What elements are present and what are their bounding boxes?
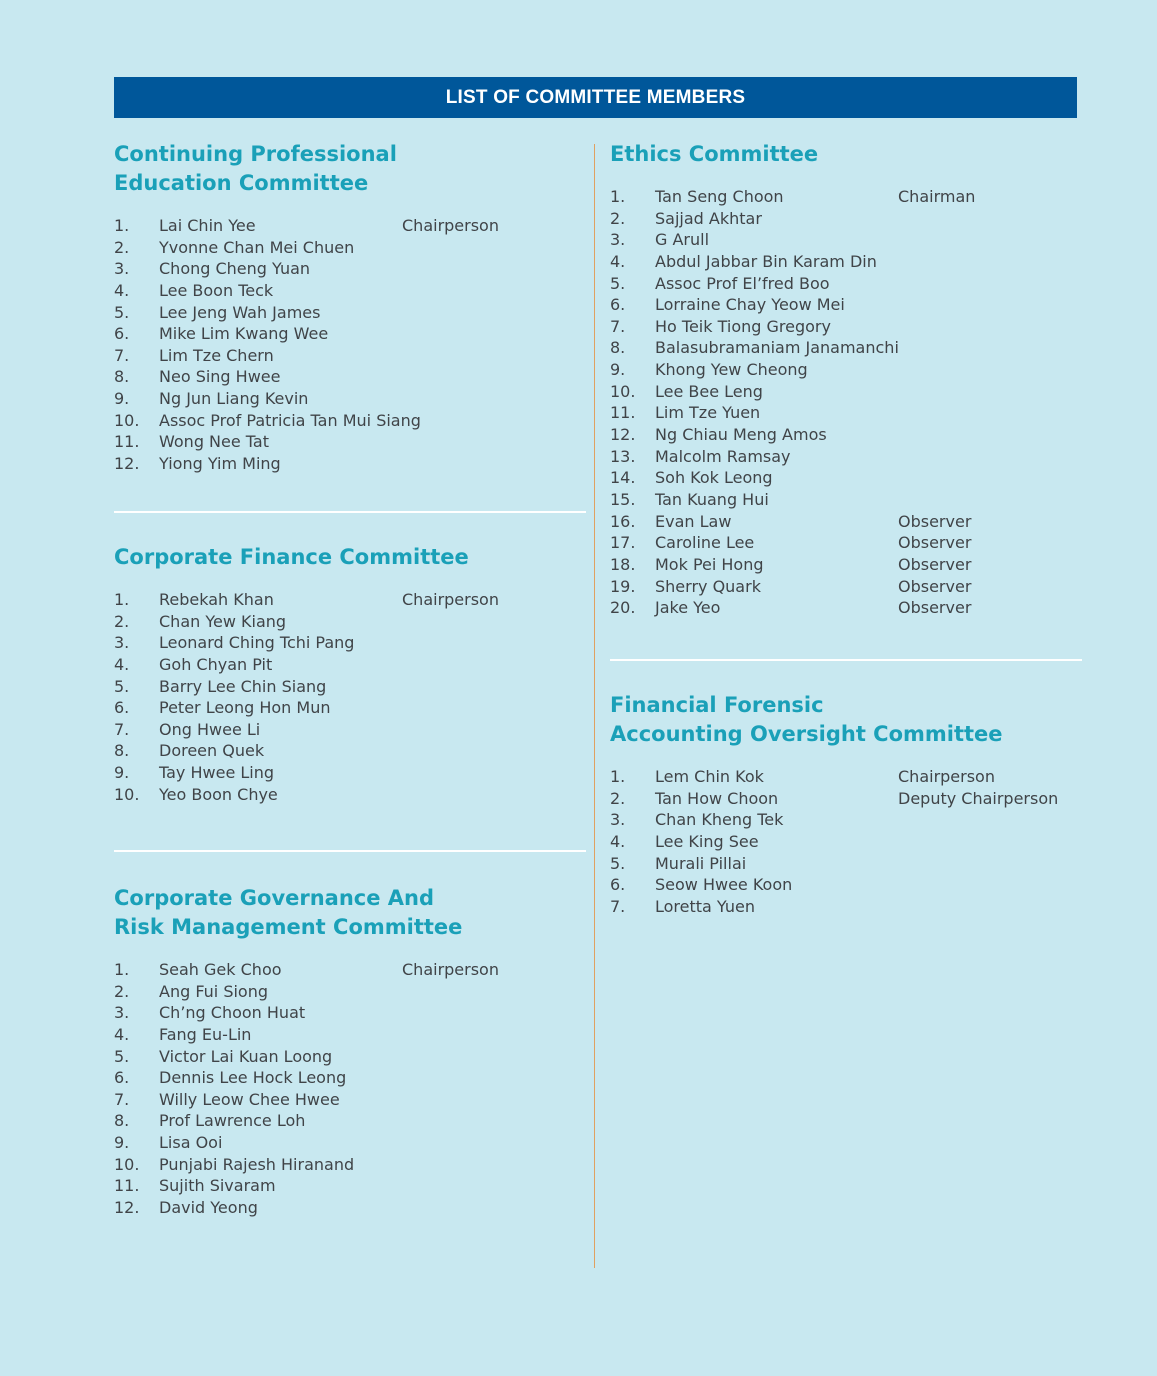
member-name: Mike Lim Kwang Wee [159, 324, 329, 344]
member-row [114, 215, 586, 237]
member-number: 8. [114, 741, 130, 761]
member-name: Murali Pillai [655, 853, 747, 873]
member-role: Observer [898, 554, 972, 574]
member-name: Lee Bee Leng [655, 381, 763, 401]
member-number: 7. [610, 896, 626, 916]
member-name: Yeo Boon Chye [159, 784, 278, 804]
member-row [610, 446, 1082, 468]
member-number: 7. [114, 719, 130, 739]
member-number: 12. [114, 454, 140, 474]
member-number: 6. [610, 875, 626, 895]
member-role: Deputy Chairperson [898, 788, 1059, 808]
member-row [114, 654, 586, 676]
member-number: 6. [114, 698, 130, 718]
member-name: Ng Chiau Meng Amos [655, 425, 827, 445]
section-divider [114, 511, 586, 513]
member-row [114, 697, 586, 719]
member-row [114, 1002, 586, 1024]
member-number: 9. [610, 360, 626, 380]
member-role: Chairperson [402, 960, 499, 979]
member-number: 3. [114, 1003, 130, 1023]
member-name: Chan Kheng Tek [655, 810, 784, 830]
member-number: 5. [610, 273, 626, 293]
member-name: Seow Hwee Koon [655, 875, 793, 895]
member-name: Dennis Lee Hock Leong [159, 1068, 347, 1088]
member-name: Prof Lawrence Loh [159, 1111, 306, 1131]
member-row [114, 323, 586, 345]
member-number: 14. [610, 468, 636, 488]
member-number: 1. [610, 767, 626, 786]
member-row [114, 740, 586, 762]
member-name: Rebekah Khan [159, 590, 274, 609]
member-number: 4. [610, 251, 626, 271]
member-number: 3. [610, 230, 626, 250]
member-row [610, 766, 1082, 788]
member-name: Wong Nee Tat [159, 432, 269, 452]
member-row [610, 554, 1082, 576]
member-number: 9. [114, 389, 130, 409]
member-row [610, 489, 1082, 511]
member-name: G Arull [655, 230, 710, 250]
committee-title-line1: Continuing Professional [114, 142, 397, 166]
member-name: Peter Leong Hon Mun [159, 698, 331, 718]
member-number: 11. [610, 403, 636, 423]
member-number: 4. [114, 1024, 130, 1044]
member-row [610, 511, 1082, 533]
member-row [114, 1067, 586, 1089]
member-number: 2. [114, 237, 130, 257]
member-name: Willy Leow Chee Hwee [159, 1089, 340, 1109]
member-number: 3. [610, 810, 626, 830]
member-list [114, 959, 586, 1219]
member-row [114, 410, 586, 432]
member-row [114, 1089, 586, 1111]
member-row [610, 576, 1082, 598]
member-name: Loretta Yuen [655, 896, 755, 916]
member-number: 6. [610, 295, 626, 315]
committee-cpe [114, 140, 586, 488]
member-row [610, 316, 1082, 338]
member-number: 15. [610, 489, 636, 509]
member-row [610, 359, 1082, 381]
member-number: 4. [610, 831, 626, 851]
member-number: 2. [114, 611, 130, 631]
member-number: 6. [114, 1068, 130, 1088]
member-row [610, 788, 1082, 810]
member-row [114, 1024, 586, 1046]
member-row [114, 1110, 586, 1132]
member-row [114, 959, 586, 981]
member-row [114, 388, 586, 410]
section-divider [114, 850, 586, 852]
member-row [610, 874, 1082, 896]
member-row [610, 402, 1082, 424]
member-row [114, 719, 586, 741]
committee-corporate-finance [114, 543, 586, 847]
member-role: Chairperson [402, 590, 499, 609]
member-name: Ho Teik Tiong Gregory [655, 316, 831, 336]
committee-title [610, 691, 1082, 749]
member-row [610, 251, 1082, 273]
member-name: Tan Seng Choon [655, 187, 784, 206]
member-number: 6. [114, 324, 130, 344]
member-row [610, 809, 1082, 831]
member-name: Sajjad Akhtar [655, 208, 762, 228]
committee-title [114, 140, 586, 198]
member-name: Lim Tze Chern [159, 345, 274, 365]
committee-title [114, 884, 586, 942]
member-name: Lorraine Chay Yeow Mei [655, 295, 845, 315]
committee-title [610, 140, 1082, 169]
member-number: 8. [610, 338, 626, 358]
member-name: Chan Yew Kiang [159, 611, 287, 631]
column-divider [594, 144, 595, 1268]
committee-title-line1: Financial Forensic [610, 693, 824, 717]
member-number: 2. [114, 981, 130, 1001]
member-number: 1. [114, 216, 130, 235]
member-name: Leonard Ching Tchi Pang [159, 633, 355, 653]
member-name: Yvonne Chan Mei Chuen [159, 237, 355, 257]
member-name: Lai Chin Yee [159, 216, 256, 235]
member-role: Observer [898, 511, 972, 531]
committee-title-line2: Education Committee [114, 171, 369, 195]
member-row [610, 853, 1082, 875]
committee-title-line2: Accounting Oversight Committee [610, 722, 1003, 746]
member-number: 4. [114, 280, 130, 300]
member-row [610, 273, 1082, 295]
member-row [610, 229, 1082, 251]
member-name: Seah Gek Choo [159, 960, 282, 979]
member-number: 1. [114, 960, 130, 979]
member-number: 9. [114, 1133, 130, 1153]
member-number: 12. [114, 1198, 140, 1218]
member-list [610, 186, 1082, 619]
committee-financial-forensic [610, 691, 1082, 917]
member-number: 10. [610, 381, 636, 401]
member-role: Observer [898, 576, 972, 596]
member-number: 3. [114, 259, 130, 279]
member-number: 10. [114, 410, 140, 430]
committee-title-line1: Corporate Governance And [114, 886, 435, 910]
member-row [610, 532, 1082, 554]
member-name: Yiong Yim Ming [159, 454, 281, 474]
member-list [610, 766, 1082, 917]
member-row [114, 676, 586, 698]
member-name: Ng Jun Liang Kevin [159, 389, 309, 409]
member-name: Barry Lee Chin Siang [159, 676, 327, 696]
member-number: 7. [114, 1089, 130, 1109]
member-role: Chairperson [402, 216, 499, 235]
member-name: Ong Hwee Li [159, 719, 261, 739]
member-name: Assoc Prof El’fred Boo [655, 273, 830, 293]
section-divider [610, 659, 1082, 661]
member-row [114, 431, 586, 453]
member-name: Caroline Lee [655, 533, 755, 553]
member-row [114, 302, 586, 324]
member-row [610, 381, 1082, 403]
member-number: 19. [610, 576, 636, 596]
member-role: Chairperson [898, 767, 995, 786]
member-number: 10. [114, 1154, 140, 1174]
committee-title-line2: Risk Management Committee [114, 915, 463, 939]
member-row [114, 981, 586, 1003]
member-number: 11. [114, 432, 140, 452]
member-number: 2. [610, 788, 626, 808]
member-name: Balasubramaniam Janamanchi [655, 338, 899, 358]
member-name: Tan Kuang Hui [655, 489, 769, 509]
member-name: David Yeong [159, 1198, 258, 1218]
member-name: Khong Yew Cheong [655, 360, 808, 380]
member-row [114, 366, 586, 388]
member-row [114, 632, 586, 654]
member-number: 1. [610, 187, 626, 206]
member-number: 17. [610, 533, 636, 553]
member-row [610, 597, 1082, 619]
member-row [610, 208, 1082, 230]
member-name: Lem Chin Kok [655, 767, 764, 786]
member-number: 5. [610, 853, 626, 873]
member-number: 12. [610, 425, 636, 445]
member-name: Lee King See [655, 831, 759, 851]
member-row [114, 1175, 586, 1197]
page-title: LIST OF COMMITTEE MEMBERS [445, 86, 746, 108]
member-name: Lim Tze Yuen [655, 403, 761, 423]
committee-title [114, 543, 586, 572]
member-number: 13. [610, 446, 636, 466]
member-number: 1. [114, 590, 130, 609]
member-role: Chairman [898, 187, 976, 206]
member-name: Victor Lai Kuan Loong [159, 1046, 333, 1066]
member-number: 8. [114, 367, 130, 387]
member-row [114, 345, 586, 367]
member-row [610, 896, 1082, 918]
committee-ethics [610, 140, 1082, 628]
committee-title-line1: Corporate Finance Committee [114, 545, 469, 569]
member-row [114, 237, 586, 259]
member-row [114, 611, 586, 633]
member-name: Tay Hwee Ling [159, 763, 275, 783]
member-name: Tan How Choon [655, 788, 779, 808]
member-number: 7. [610, 316, 626, 336]
member-name: Neo Sing Hwee [159, 367, 281, 387]
committee-title-line1: Ethics Committee [610, 142, 819, 166]
member-name: Mok Pei Hong [655, 554, 764, 574]
member-row [610, 467, 1082, 489]
right-column [610, 140, 1082, 917]
member-name: Lee Jeng Wah James [159, 302, 321, 322]
member-row [114, 784, 586, 806]
member-row [114, 1154, 586, 1176]
member-row [610, 424, 1082, 446]
member-name: Doreen Quek [159, 741, 265, 761]
member-row [610, 831, 1082, 853]
member-number: 7. [114, 345, 130, 365]
member-name: Sujith Sivaram [159, 1176, 276, 1196]
member-number: 4. [114, 654, 130, 674]
member-row [114, 1197, 586, 1219]
member-name: Ch’ng Choon Huat [159, 1003, 306, 1023]
member-row [610, 186, 1082, 208]
member-row [114, 1132, 586, 1154]
left-column [114, 140, 586, 1219]
member-row [114, 258, 586, 280]
member-role: Observer [898, 598, 972, 618]
member-name: Fang Eu-Lin [159, 1024, 252, 1044]
member-number: 10. [114, 784, 140, 804]
member-number: 5. [114, 302, 130, 322]
member-name: Chong Cheng Yuan [159, 259, 311, 279]
member-number: 3. [114, 633, 130, 653]
member-name: Goh Chyan Pit [159, 654, 273, 674]
member-row [114, 280, 586, 302]
member-name: Assoc Prof Patricia Tan Mui Siang [159, 410, 421, 430]
member-name: Evan Law [655, 511, 732, 531]
member-name: Lisa Ooi [159, 1133, 223, 1153]
member-name: Ang Fui Siong [159, 981, 269, 1001]
member-name: Jake Yeo [655, 598, 721, 618]
member-number: 2. [610, 208, 626, 228]
member-number: 5. [114, 676, 130, 696]
member-list [114, 215, 586, 475]
committee-corporate-governance [114, 884, 586, 1219]
member-number: 5. [114, 1046, 130, 1066]
member-number: 9. [114, 763, 130, 783]
member-list [114, 589, 586, 805]
member-number: 18. [610, 554, 636, 574]
member-row [114, 762, 586, 784]
member-number: 8. [114, 1111, 130, 1131]
member-name: Malcolm Ramsay [655, 446, 791, 466]
member-name: Soh Kok Leong [655, 468, 773, 488]
member-row [114, 453, 586, 475]
member-role: Observer [898, 533, 972, 553]
member-number: 11. [114, 1176, 140, 1196]
member-number: 20. [610, 598, 636, 618]
member-name: Lee Boon Teck [159, 280, 274, 300]
member-row [114, 1046, 586, 1068]
member-row [610, 294, 1082, 316]
member-number: 16. [610, 511, 636, 531]
page-header [114, 77, 1077, 118]
member-name: Abdul Jabbar Bin Karam Din [655, 251, 877, 271]
member-name: Sherry Quark [655, 576, 761, 596]
member-row [114, 589, 586, 611]
member-row [610, 337, 1082, 359]
member-name: Punjabi Rajesh Hiranand [159, 1154, 355, 1174]
